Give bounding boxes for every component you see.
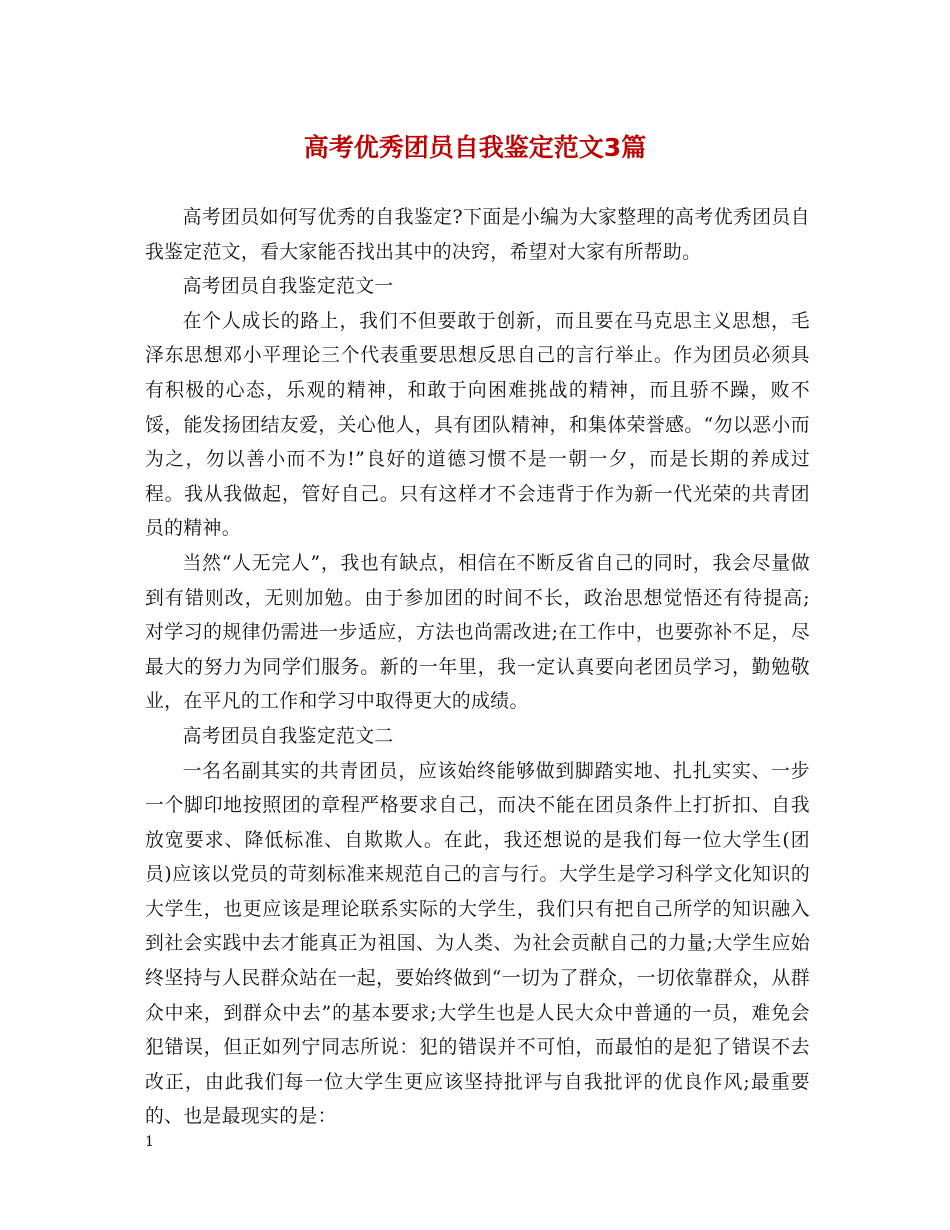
document-title: 高考优秀团员自我鉴定范文3篇 bbox=[303, 133, 647, 162]
section-heading-2: 高考团员自我鉴定范文二 bbox=[182, 725, 394, 747]
intro-paragraph: 高考团员如何写优秀的自我鉴定?下面是小编为大家整理的高考优秀团员自我鉴定范文，看大家能否找出其中的决窍，希望对大家有所帮助。 bbox=[145, 207, 810, 263]
body-paragraph: 当然“人无完人”，我也有缺点，相信在不断反省自己的同时，我会尽量做到有错则改，无则加勉。由于参加团的时间不长，政治思想觉悟还有待提高; 对学习的规律仍需进一步适应，方法也尚需改进;在工作中，也要弥补不足，尽最大的努力为同学们服务。新的一年里，我一定认真要向老团员学习，勤勉敬业，在平凡的工作和学习中取得更大的成绩。 bbox=[145, 552, 810, 713]
section-heading-1: 高考团员自我鉴定范文一 bbox=[182, 276, 394, 298]
page-number: 1 bbox=[145, 1134, 154, 1150]
document-body bbox=[145, 201, 810, 1135]
body-paragraph: 在个人成长的路上，我们不但要敢于创新，而且要在马克思主义思想，毛泽东思想邓小平理论三个代表重要思想反思自己的言行举止。作为团员必须具有积极的心态，乐观的精神，和敢于向困难挑战的精神，而且骄不躁，败不馁，能发扬团结友爱，关心他人，具有团队精神，和集体荣誉感。“勿以恶小而为之，勿以善小而不为!”良好的道德习惯不是一朝一夕，而是长期的养成过程。我从我做起，管好自己。只有这样才不会违背于作为新一代光荣的共青团员的精神。 bbox=[145, 310, 810, 540]
body-paragraph: 一名名副其实的共青团员，应该始终能够做到脚踏实地、扎扎实实、一步一个脚印地按照团的章程严格要求自己，而决不能在团员条件上打折扣、自我放宽要求、降低标准、自欺欺人。在此，我还想说的是我们每一位大学生(团员)应该以党员的苛刻标准来规范自己的言与行。大学生是学习科学文化知识的大学生，也更应该是理论联系实际的大学生，我们只有把自己所学的知识融入到社会实践中去才能真正为祖国、为人类、为社会贡献自己的力量;大学生应始终坚持与人民群众站在一起，要始终做到“一切为了群众，一切依靠群众，从群众中来，到群众中去”的基本要求;大学生也是人民大众中普通的一员，难免会犯错误，但正如列宁同志所说：犯的错误并不可怕，而最怕的是犯了错误不去改正，由此我们每一位大学生更应该坚持批评与自我批评的优良作风;最重要的、也是最现实的是： bbox=[145, 760, 810, 1128]
